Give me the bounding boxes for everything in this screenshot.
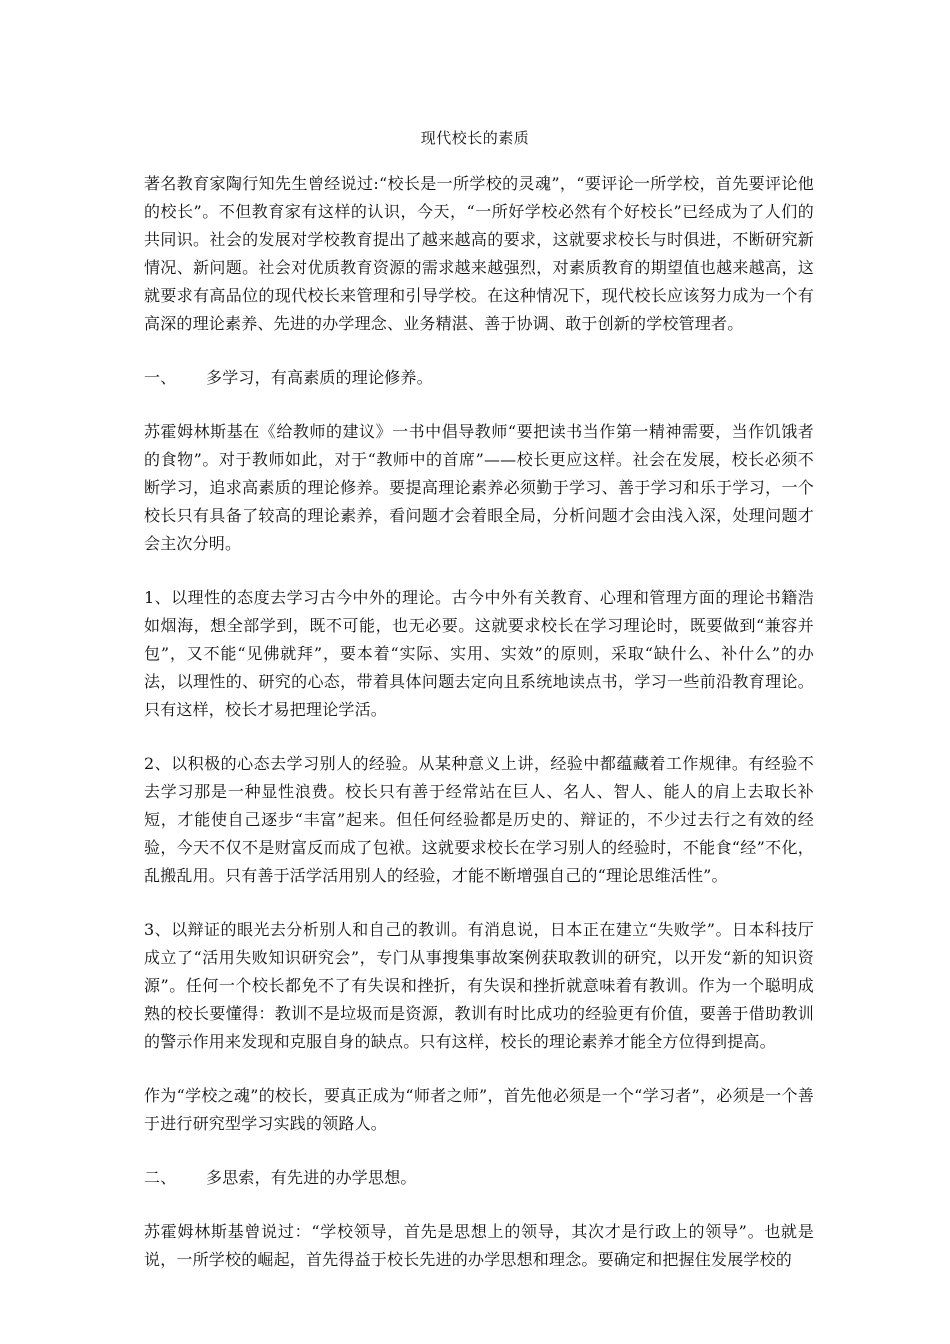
section-2-heading xyxy=(144,1164,814,1192)
section-1-paragraph-1: 苏霍姆林斯基在《给教师的建议》一书中倡导教师“要把读书当作第一精神需要，当作饥饿者的食物”。对于教师如此，对于“教师中的首席”——校长更应这样。社会在发展，校长必须不断学习，追求高素质的理论修养。要提高理论素养必须勤于学习、善于学习和乐于学习，一个校长只有具备了较高的理论素养，看问题才会着眼全局，分析问题才会由浅入深，处理问题才会主次分明。 xyxy=(144,422,814,553)
section-1-paragraph-2: 1、以理性的态度去学习古今中外的理论。古今中外有关教育、心理和管理方面的理论书籍浩如烟海，想全部学到，既不可能，也无必要。这就要求校长在学习理论时，既要做到“兼容并包”，又不能“见佛就拜”，要本着“实际、实用、实效”的原则，采取“缺什么、补什么”的办法，以理性的、研究的心态，带着具体问题去定向且系统地读点书，学习一些前沿教育理论。只有这样，校长才易把理论学活。 xyxy=(144,588,814,719)
section-1-paragraph-4: 3、以辩证的眼光去分析别人和自己的教训。有消息说，日本正在建立“失败学”。日本科技厅成立了“活用失败知识研究会”，专门从事搜集事故案例获取教训的研究，以开发“新的知识资源”。任何一个校长都免不了有失误和挫折，有失误和挫折就意味着有教训。作为一个聪明成熟的校长要懂得：教训不是垃圾而是资源，教训有时比成功的经验更有价值，要善于借助教训的警示作用来发现和克服自身的缺点。只有这样，校长的理论素养才能全方位得到提高。 xyxy=(144,920,814,1051)
document-body xyxy=(144,170,814,1300)
section-1-number: 一、 xyxy=(144,368,177,387)
section-2-title: 多思索，有先进的办学思想。 xyxy=(206,1168,417,1187)
section-1-title: 多学习，有高素质的理论修养。 xyxy=(206,368,433,387)
section-1-paragraph-5: 作为“学校之魂”的校长，要真正成为“师者之师”，首先他必须是一个“学习者”，必须是一个善于进行研究型学习实践的领路人。 xyxy=(144,1086,814,1133)
section-1-paragraph-3: 2、以积极的心态去学习别人的经验。从某种意义上讲，经验中都蕴藏着工作规律。有经验不去学习那是一种显性浪费。校长只有善于经常站在巨人、名人、智人、能人的肩上去取长补短，才能使自己逐步“丰富”起来。但任何经验都是历史的、辩证的，不少过去行之有效的经验，今天不仅不是财富反而成了包袱。这就要求校长在学习别人的经验时，不能食“经”不化，乱搬乱用。只有善于活学活用别人的经验，才能不断增强自己的“理论思维活性”。 xyxy=(144,754,814,885)
section-1-heading xyxy=(144,364,814,392)
document-title: 现代校长的素质 xyxy=(420,129,530,147)
section-2-number: 二、 xyxy=(144,1168,177,1187)
intro-paragraph: 著名教育家陶行知先生曾经说过:“校长是一所学校的灵魂”，“要评论一所学校，首先要评论他的校长”。不但教育家有这样的认识，今天，“一所好学校必然有个好校长”已经成为了人们的共同识。社会的发展对学校教育提出了越来越高的要求，这就要求校长与时俱进，不断研究新情况、新问题。社会对优质教育资源的需求越来越强烈，对素质教育的期望值也越来越高，这就要求有高品位的现代校长来管理和引导学校。在这种情况下，现代校长应该努力成为一个有高深的理论素养、先进的办学理念、业务精湛、善于协调、敢于创新的学校管理者。 xyxy=(144,174,814,333)
section-2-paragraph-1: 苏霍姆林斯基曾说过：“学校领导，首先是思想上的领导，其次才是行政上的领导”。也就是说，一所学校的崛起，首先得益于校长先进的办学思想和理念。要确定和把握住发展学校的 xyxy=(144,1222,814,1269)
